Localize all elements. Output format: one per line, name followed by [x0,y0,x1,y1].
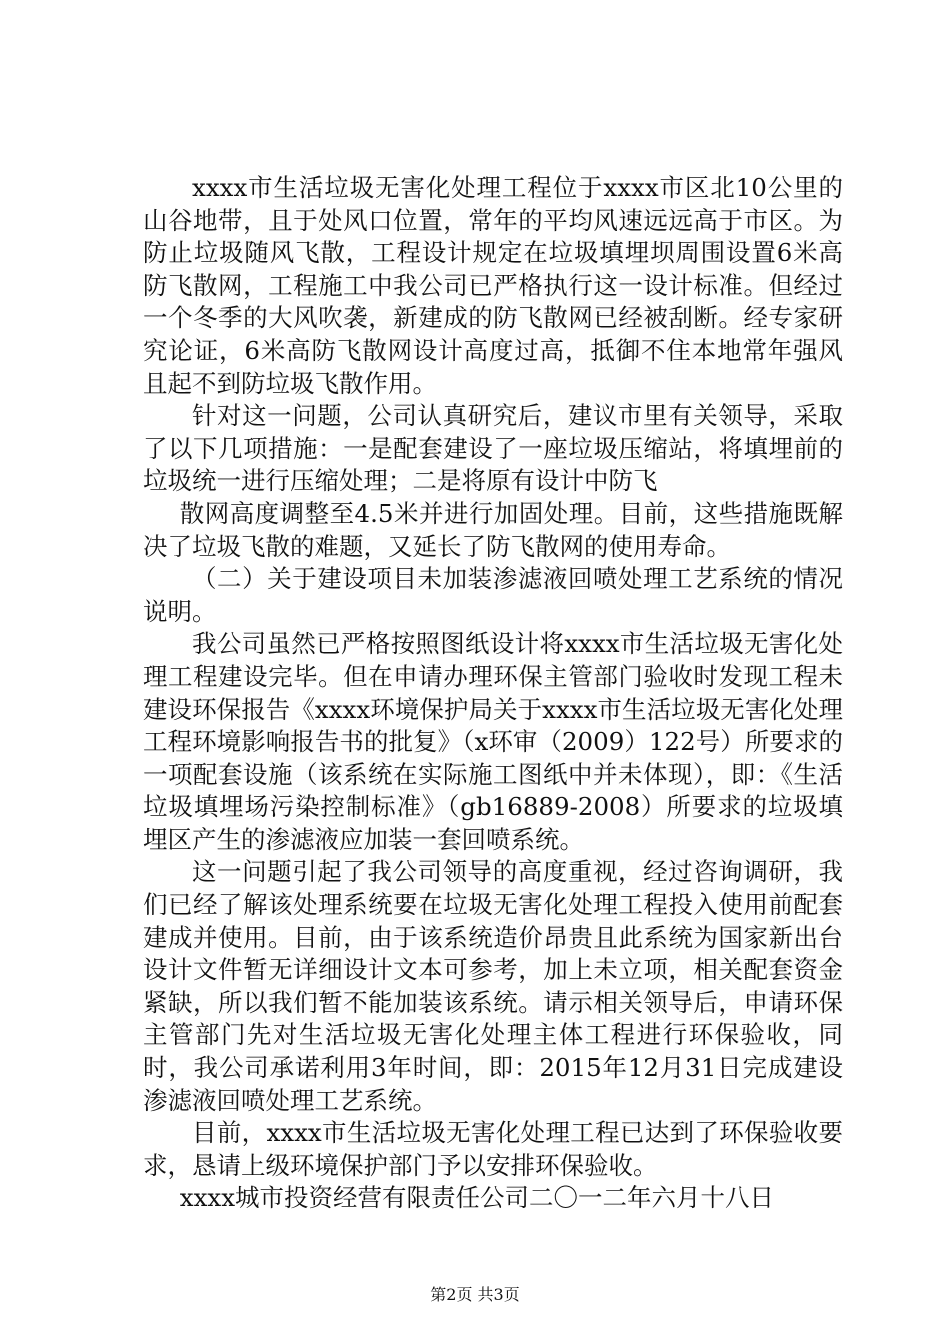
paragraph-1: xxxx市生活垃圾无害化处理工程位于xxxx市区北10公里的山谷地带，且于处风口位置，常年的平均风速远远高于市区。为防止垃圾随风飞散，工程设计规定在垃圾填埋坝周围设置6米高防飞散网，工程施工中我公司已严格执行这一设计标准。但经过一个冬季的大风吹袭，新建成的防飞散网已经被刮断。经专家研究论证，6米高防飞散网设计高度过高，抵御不住本地常年强风且起不到防垃圾飞散作用。 [143,173,843,398]
section-heading: （二）关于建设项目未加装渗滤液回喷处理工艺系统的情况说明。 [143,564,843,626]
document-body [143,172,843,1215]
paragraph-5: 这一问题引起了我公司领导的高度重视，经过咨询调研，我们已经了解该处理系统要在垃圾无害化处理工程投入使用前配套建成并使用。目前，由于该系统造价昂贵且此系统为国家新出台设计文件暂无详细设计文本可参考，加上未立项，相关配套资金紧缺，所以我们暂不能加装该系统。请示相关领导后，申请环保主管部门先对生活垃圾无害化处理主体工程进行环保验收，同时，我公司承诺利用3年时间，即：2015年12月31日完成建设渗滤液回喷处理工艺系统。 [143,857,843,1115]
paragraph-6: 目前，xxxx市生活垃圾无害化处理工程已达到了环保验收要求，恳请上级环境保护部门予以安排环保验收。 [143,1118,843,1180]
signature-line: xxxx城市投资经营有限责任公司二〇一二年六月十八日 [179,1183,775,1213]
paragraph-2: 针对这一问题，公司认真研究后，建议市里有关领导，采取了以下几项措施：一是配套建设了一座垃圾压缩站，将填埋前的垃圾统一进行压缩处理；二是将原有设计中防飞 [143,401,843,496]
paragraph-4: 我公司虽然已严格按照图纸设计将xxxx市生活垃圾无害化处理工程建设完毕。但在申请办理环保主管部门验收时发现工程未建设环保报告《xxxx环境保护局关于xxxx市生活垃圾无害化处理工程环境影响报告书的批复》（x环审（2009）122号）所要求的一项配套设施（该系统在实际施工图纸中并未体现），即：《生活垃圾填埋场污染控制标准》（gb16889-2008）所要求的垃圾填埋区产生的渗滤液应加装一套回喷系统。 [143,629,843,854]
paragraph-3: 散网高度调整至4.5米并进行加固处理。目前，这些措施既解决了垃圾飞散的难题，又延长了防飞散网的使用寿命。 [143,498,843,561]
page-number: 第2页 共3页 [430,1285,520,1304]
